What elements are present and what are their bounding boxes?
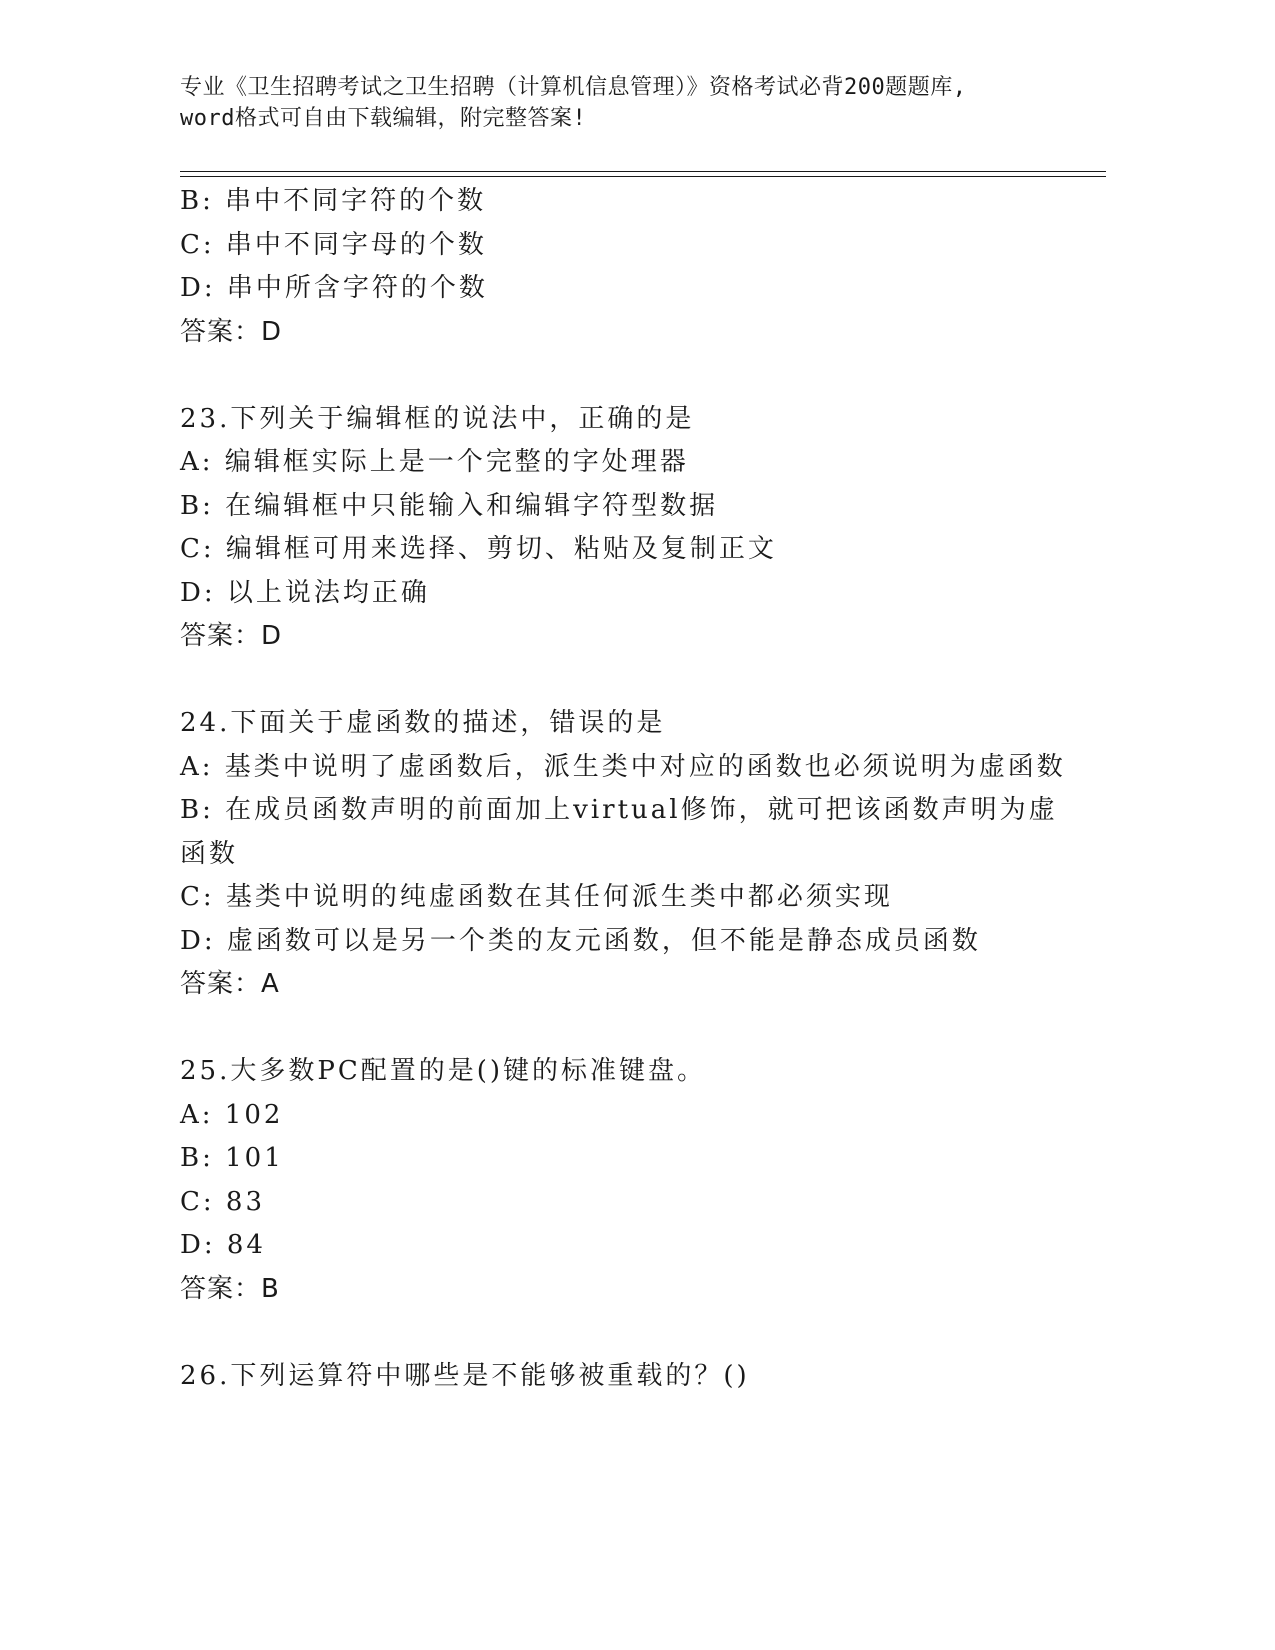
spacer — [180, 659, 1030, 703]
q24-option-a: A: 基类中说明了虚函数后，派生类中对应的函数也必须说明为虚函数 — [180, 751, 1066, 782]
q22-option-b: B: 串中不同字符的个数 — [180, 186, 487, 216]
q25-option-c: C: 83 — [180, 1186, 266, 1217]
q25-answer: 答案：B — [180, 1273, 280, 1304]
header-rule-top — [180, 171, 1106, 172]
question-23-block — [180, 398, 1030, 659]
q25-option-d: D: 84 — [180, 1230, 266, 1260]
header-title-line-1: 专业《卫生招聘考试之卫生招聘（计算机信息管理）》资格考试必背200题题库, — [180, 75, 967, 100]
spacer — [180, 1007, 1030, 1051]
q24-answer: 答案：A — [180, 969, 280, 999]
q22-option-d: D: 串中所含字符的个数 — [180, 273, 488, 303]
q23-option-d: D: 以上说法均正确 — [180, 577, 430, 608]
question-26-block — [180, 1355, 1030, 1399]
q24-option-d: D: 虚函数可以是另一个类的友元函数，但不能是静态成员函数 — [180, 925, 981, 956]
q24-option-b-line-2: 函数 — [180, 838, 239, 869]
q24-option-b-line-1: B: 在成员函数声明的前面加上virtual修饰，就可把该函数声明为虚 — [180, 795, 1058, 825]
q23-answer: 答案：D — [180, 621, 283, 651]
question-22-block — [180, 180, 1030, 354]
q25-question: 25.大多数PC配置的是()键的标准键盘。 — [180, 1056, 707, 1086]
q23-option-a: A: 编辑框实际上是一个完整的字处理器 — [180, 447, 689, 477]
header-rule-bottom — [180, 176, 1106, 177]
question-24-block — [180, 702, 1066, 1007]
header-title-line-2: word格式可自由下载编辑，附完整答案! — [180, 106, 587, 131]
q24-option-c: C: 基类中说明的纯虚函数在其任何派生类中都必须实现 — [180, 882, 893, 912]
q26-question: 26.下列运算符中哪些是不能够被重载的？() — [180, 1360, 750, 1391]
document-header — [180, 72, 1100, 134]
spacer — [180, 1311, 1030, 1355]
q23-option-b: B: 在编辑框中只能输入和编辑字符型数据 — [180, 490, 719, 521]
q25-option-a: A: 102 — [180, 1099, 284, 1130]
q25-option-b: B: 101 — [180, 1143, 284, 1173]
q22-answer: 答案：D — [180, 316, 283, 347]
q24-question: 24.下面关于虚函数的描述，错误的是 — [180, 708, 666, 738]
q23-question: 23.下列关于编辑框的说法中，正确的是 — [180, 403, 695, 434]
spacer — [180, 354, 1030, 398]
q22-option-c: C: 串中不同字母的个数 — [180, 229, 487, 260]
question-25-block — [180, 1050, 1030, 1311]
question-list — [180, 180, 1066, 1398]
q23-option-c: C: 编辑框可用来选择、剪切、粘贴及复制正文 — [180, 534, 777, 564]
